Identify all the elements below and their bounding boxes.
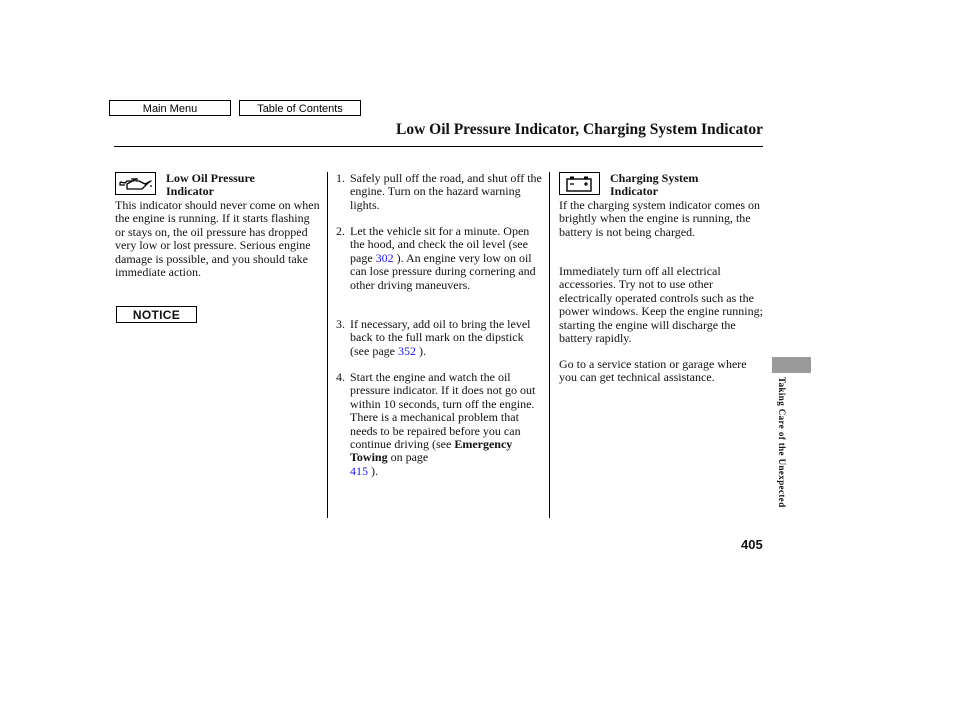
oil-pressure-indicator-icon-box [115,172,156,195]
heading-line: Charging System [610,171,699,185]
column-divider [327,172,328,518]
charging-system-paragraph: Immediately turn off all electrical accessories. Try not to use other electrically operated controls such as the power windows. Keep the engine running; starting the engine will discharge the battery rapidly. [559,264,763,346]
step-text: Safely pull off the road, and shut off the engine. Turn on the hazard warning lights. [350,171,542,212]
charging-system-paragraph: Go to a service station or garage where you can get technical assistance. [559,357,747,385]
step-item [336,371,544,478]
page-link[interactable]: 415 [350,463,368,478]
step-text-part: on page [387,450,429,465]
step-text-part: ). [368,463,378,478]
main-menu-button[interactable]: Main Menu [109,100,231,116]
low-oil-pressure-description: This indicator should never come on when the engine is running. If it starts flashing or stays on, the oil pressure has dropped very low or lost pressure. Serious engine damage is possible, and you should take immediate action. [115,198,320,280]
step-number: 3. [336,317,345,331]
step-text [350,225,544,292]
charging-system-paragraph: If the charging system indicator comes on brightly when the engine is running, the battery is not being charged. [559,198,761,239]
heading-line: Indicator [166,184,214,199]
step-text-part: ). [415,343,426,358]
step-text-part: Let the vehicle sit for a minute. Open the hood, and check the oil level (see page [350,224,530,265]
step-item [336,318,544,358]
heading-line: Low Oil Pressure [166,171,255,185]
step-text-part: If necessary, add oil to bring the level back to the full mark on the dipstick (see page [350,317,531,358]
table-of-contents-button[interactable]: Table of Contents [239,100,361,116]
title-divider [114,146,763,147]
page-link[interactable]: 352 [397,343,416,358]
step-text-part: Start the engine and watch the oil pressure indicator. If it does not go out within 10 seconds, turn off the engine. There is a mechanical problem that needs to be repaired before you can continue driving (see [350,370,536,452]
step-text-part: ). An engine very low on oil can lose pressure during cornering and other driving maneuvers. [350,250,536,292]
notice-label: NOTICE [116,306,197,323]
column-divider [549,172,550,518]
heading-line: Indicator [610,184,658,199]
low-oil-pressure-heading [166,172,306,199]
charging-system-indicator-icon-box [559,172,600,195]
step-number: 4. [336,370,345,384]
oil-can-icon [117,174,154,193]
step-item [336,225,544,292]
page-link[interactable]: 302 [375,250,394,265]
step-text [350,318,544,358]
step-text [350,371,544,478]
step-number: 2. [336,224,345,238]
charging-system-heading [610,172,750,199]
page-title: Low Oil Pressure Indicator, Charging System Indicator [396,121,763,138]
section-tab-marker [772,357,811,373]
battery-icon [561,174,598,193]
step-item [336,172,544,212]
step-number: 1. [336,171,345,185]
page-number: 405 [741,537,763,552]
section-tab-label: Taking Care of the Unexpected [777,377,787,508]
emergency-towing-reference: Emergency Towing [350,437,513,465]
